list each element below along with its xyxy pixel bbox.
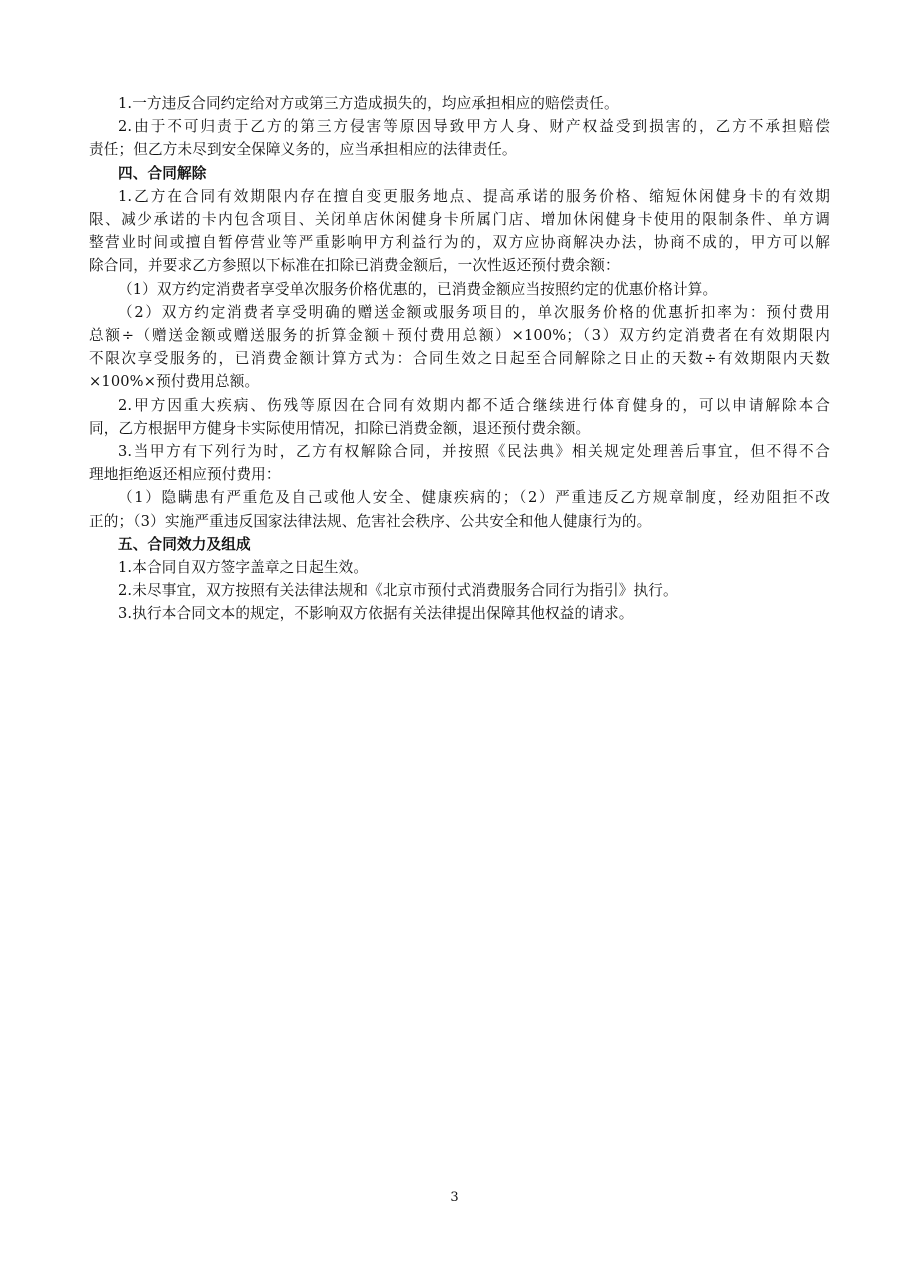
paragraph-effective-date [118, 556, 830, 579]
text-line: 总额÷（赠送金额或赠送服务的折算金额＋预付费用总额）×100%；（3）双方约定消费者在有效期限内 [89, 327, 830, 345]
text-line: （2）双方约定消费者享受明确的赠送金额或服务项目的，单次服务价格的优惠折扣率为：预付费用 [118, 303, 830, 321]
heading-text: 四、合同解除 [118, 164, 207, 182]
paragraph-party-a-violations [89, 486, 830, 532]
text-line: 除合同，并要求乙方参照以下标准在扣除已消费金额后，一次性返还预付费余额： [89, 257, 620, 275]
text-line: 1.本合同自双方签字盖章之日起生效。 [118, 559, 369, 577]
text-line: 3.当甲方有下列行为时，乙方有权解除合同，并按照《民法典》相关规定处理善后事宜，但不得不合 [118, 443, 830, 461]
text-line: 2.甲方因重大疾病、伤残等原因在合同有效期内都不适合继续进行体育健身的，可以申请解除本合 [118, 396, 830, 414]
text-line: 3.执行本合同文本的规定，不影响双方依据有关法律提出保障其他权益的请求。 [118, 605, 634, 623]
text-line: 限、减少承诺的卡内包含项目、关闭单店休闲健身卡所属门店、增加休闲健身卡使用的限制条件、单方调 [89, 211, 830, 229]
text-line: 正的；（3）实施严重违反国家法律法规、危害社会秩序、公共安全和他人健康行为的。 [89, 512, 652, 530]
text-line: 同，乙方根据甲方健身卡实际使用情况，扣除已消费金额，退还预付费余额。 [89, 419, 591, 437]
text-line: 2.未尽事宜，双方按照有关法律法规和《北京市预付式消费服务合同行为指引》执行。 [118, 582, 678, 600]
paragraph-gift-discount-rate [89, 301, 830, 394]
paragraph-unresolved-matters [118, 579, 830, 602]
text-line: 责任；但乙方未尽到安全保障义务的，应当承担相应的法律责任。 [89, 141, 517, 159]
text-line: （1）双方约定消费者享受单次服务价格优惠的，已消费金额应当按照约定的优惠价格计算。 [118, 280, 718, 298]
heading-text: 五、合同效力及组成 [118, 535, 251, 553]
paragraph-party-b-termination-right [89, 440, 830, 486]
paragraph-single-discount [118, 278, 830, 301]
page-number: 3 [450, 1190, 459, 1205]
text-line: 整营业时间或擅自暂停营业等严重影响甲方利益行为的，双方应协商解决办法，协商不成的，甲方可以解 [89, 234, 830, 252]
section-heading-contract-validity [118, 533, 830, 556]
paragraph-illness-termination [89, 394, 830, 440]
text-line: 理地拒绝返还相应预付费用： [89, 466, 281, 484]
text-line: （1）隐瞒患有严重危及自己或他人安全、健康疾病的；（2）严重违反乙方规章制度，经劝阻拒不改 [118, 489, 830, 507]
document-body [89, 92, 830, 626]
text-line: ×100%×预付费用总额。 [89, 373, 260, 391]
paragraph-third-party-infringement [89, 115, 830, 161]
text-line: 2.由于不可归责于乙方的第三方侵害等原因导致甲方人身、财产权益受到损害的，乙方不承担赔偿 [118, 118, 830, 136]
paragraph-other-rights [118, 602, 830, 625]
paragraph-termination-conditions [89, 185, 830, 278]
text-line: 1.乙方在合同有效期限内存在擅自变更服务地点、提高承诺的服务价格、缩短休闲健身卡的有效期 [118, 187, 830, 205]
text-line: 不限次享受服务的，已消费金额计算方式为：合同生效之日起至合同解除之日止的天数÷有效期限内天数 [89, 350, 830, 368]
text-line: 1.一方违反合同约定给对方或第三方造成损失的，均应承担相应的赔偿责任。 [118, 95, 619, 112]
section-heading-contract-termination [118, 162, 830, 185]
paragraph-liability-breach [118, 92, 830, 115]
